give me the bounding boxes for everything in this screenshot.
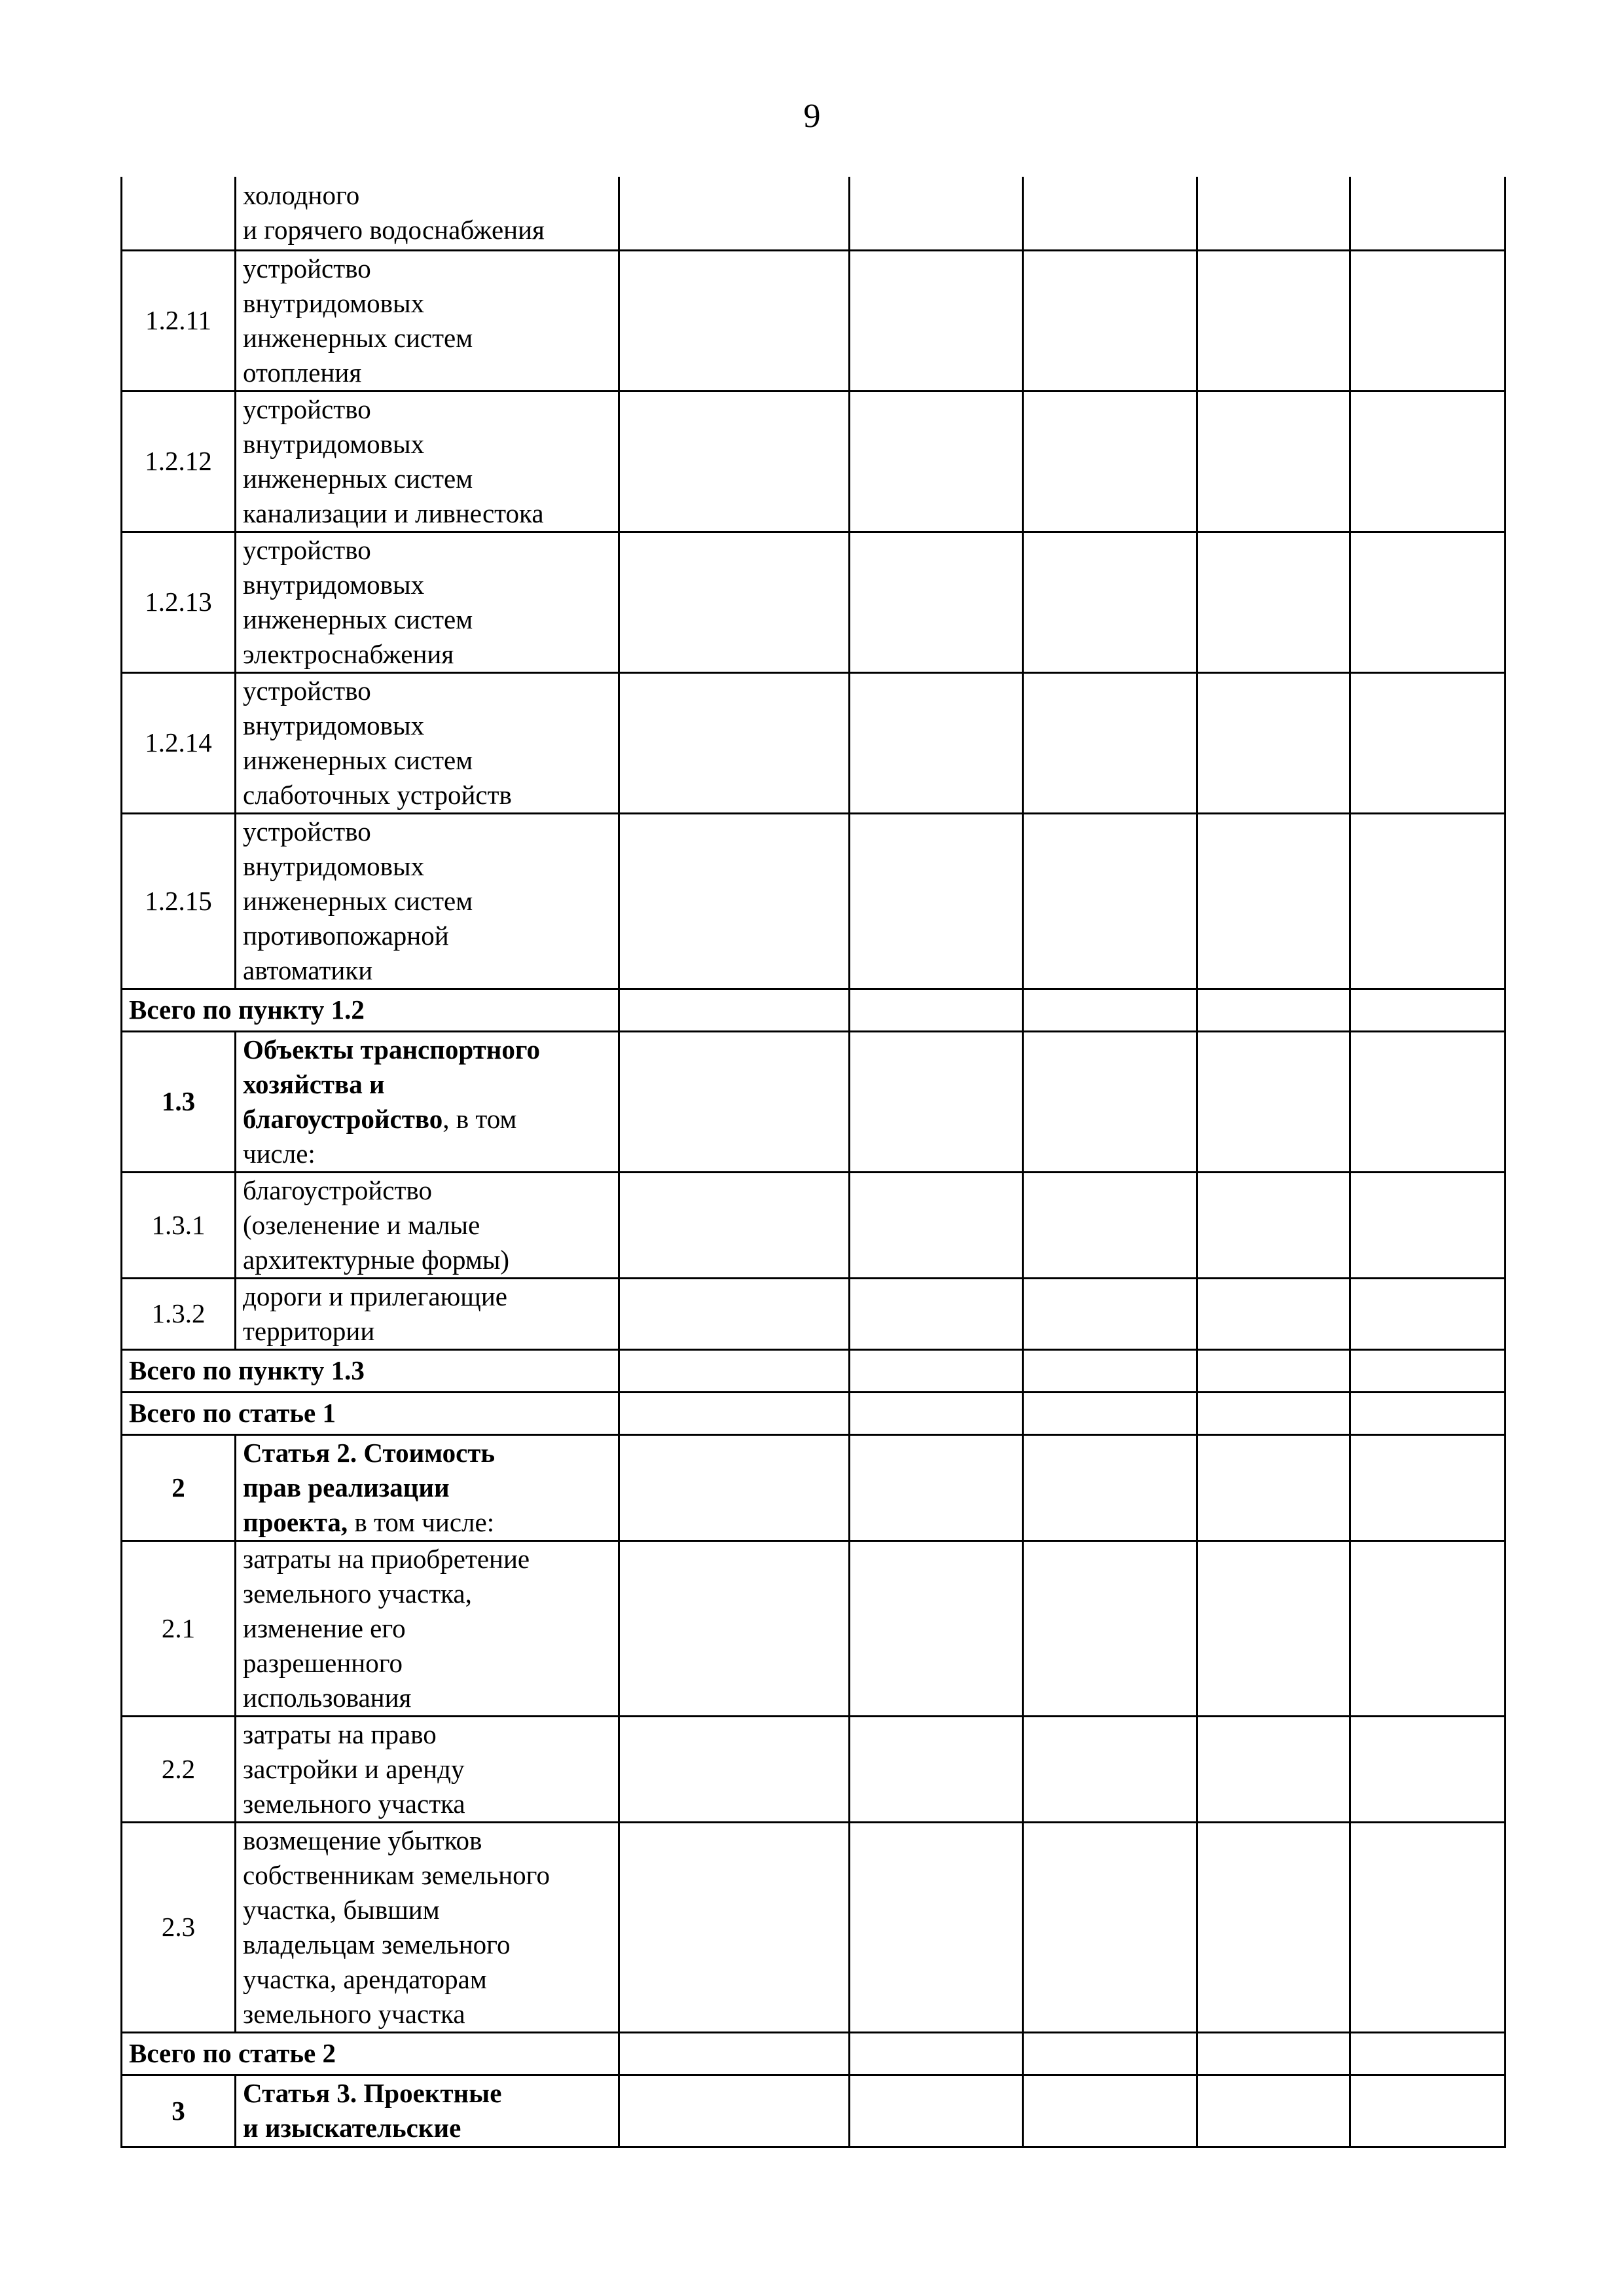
- value-cell: [1197, 1031, 1350, 1172]
- table-row: [122, 391, 1506, 532]
- item-name: [236, 1716, 619, 1822]
- value-cell: [1197, 1392, 1350, 1434]
- value-cell: [1023, 1349, 1197, 1392]
- item-name: [236, 813, 619, 989]
- table-row: [122, 1540, 1506, 1716]
- value-cell: [850, 1278, 1023, 1349]
- total-label: Всего по пункту 1.2: [122, 989, 619, 1031]
- value-cell: [1197, 1716, 1350, 1822]
- item-name-text: устройство внутридомовых инженерных систем отопления: [243, 253, 473, 388]
- value-cell: [1023, 177, 1197, 250]
- value-cell: [850, 2075, 1023, 2147]
- value-cell: [850, 1392, 1023, 1434]
- value-cell: [1197, 1278, 1350, 1349]
- value-cell: [850, 391, 1023, 532]
- value-cell: [1350, 1822, 1506, 2032]
- item-number: 1.3.1: [122, 1172, 236, 1278]
- value-cell: [850, 2032, 1023, 2075]
- item-name-bold: Статья 2. Стоимость прав реализации проекта,: [243, 1437, 496, 1537]
- value-cell: [850, 1434, 1023, 1540]
- item-number: 1.3: [122, 1031, 236, 1172]
- value-cell: [1197, 391, 1350, 532]
- table-row: [122, 2075, 1506, 2147]
- item-number: 1.3.2: [122, 1278, 236, 1349]
- item-name-text: затраты на приобретение земельного участка, изменение его разрешенного использования: [243, 1543, 530, 1713]
- item-name: [236, 1031, 619, 1172]
- table-row: [122, 1031, 1506, 1172]
- value-cell: [1023, 1278, 1197, 1349]
- total-row: [122, 1349, 1506, 1392]
- value-cell: [619, 1716, 850, 1822]
- item-number: 1.2.12: [122, 391, 236, 532]
- value-cell: [1197, 813, 1350, 989]
- value-cell: [850, 1822, 1023, 2032]
- table-row: [122, 1278, 1506, 1349]
- value-cell: [850, 177, 1023, 250]
- value-cell: [619, 2032, 850, 2075]
- value-cell: [1350, 1716, 1506, 1822]
- item-name-text: холодного и горячего водоснабжения: [243, 180, 545, 246]
- value-cell: [1197, 1822, 1350, 2032]
- value-cell: [850, 1716, 1023, 1822]
- value-cell: [1350, 1434, 1506, 1540]
- value-cell: [1350, 1540, 1506, 1716]
- value-cell: [1197, 2075, 1350, 2147]
- value-cell: [1350, 1172, 1506, 1278]
- budget-table: [120, 177, 1506, 2148]
- item-number: 2.2: [122, 1716, 236, 1822]
- value-cell: [1023, 250, 1197, 391]
- total-label: Всего по статье 2: [122, 2032, 619, 2075]
- value-cell: [1350, 1392, 1506, 1434]
- value-cell: [1350, 672, 1506, 813]
- item-name-text: затраты на право застройки и аренду земельного участка: [243, 1719, 465, 1819]
- item-number: [122, 177, 236, 250]
- item-name-text: благоустройство (озеленение и малые архитектурные формы): [243, 1175, 510, 1275]
- table-row: [122, 532, 1506, 672]
- item-name: [236, 1822, 619, 2032]
- item-name-text: устройство внутридомовых инженерных систем слаботочных устройств: [243, 675, 512, 810]
- table-row: [122, 177, 1506, 250]
- table-row: [122, 1434, 1506, 1540]
- item-name: [236, 2075, 619, 2147]
- item-name: [236, 250, 619, 391]
- value-cell: [1023, 1434, 1197, 1540]
- total-row: [122, 2032, 1506, 2075]
- value-cell: [1023, 1716, 1197, 1822]
- value-cell: [619, 672, 850, 813]
- value-cell: [850, 532, 1023, 672]
- value-cell: [850, 250, 1023, 391]
- value-cell: [1197, 2032, 1350, 2075]
- item-number: 1.2.11: [122, 250, 236, 391]
- value-cell: [619, 177, 850, 250]
- item-number: 2: [122, 1434, 236, 1540]
- value-cell: [1197, 532, 1350, 672]
- total-label: Всего по пункту 1.3: [122, 1349, 619, 1392]
- item-name-text: возмещение убытков собственникам земельного участка, бывшим владельцам земельного участка, арендаторам земельного участка: [243, 1825, 550, 2029]
- value-cell: [1023, 532, 1197, 672]
- value-cell: [1350, 177, 1506, 250]
- value-cell: [1350, 1031, 1506, 1172]
- value-cell: [619, 2075, 850, 2147]
- item-number: 3: [122, 2075, 236, 2147]
- item-name: [236, 1172, 619, 1278]
- item-name-text: , в том числе:: [243, 1103, 517, 1169]
- value-cell: [1023, 2032, 1197, 2075]
- table-row: [122, 1172, 1506, 1278]
- page-number: 9: [803, 98, 821, 135]
- value-cell: [1023, 813, 1197, 989]
- value-cell: [850, 1172, 1023, 1278]
- item-number: 2.1: [122, 1540, 236, 1716]
- item-name-text: устройство внутридомовых инженерных систем канализации и ливнестока: [243, 393, 544, 528]
- value-cell: [1197, 177, 1350, 250]
- table-row: [122, 1822, 1506, 2032]
- value-cell: [1350, 532, 1506, 672]
- item-name: [236, 177, 619, 250]
- item-name: [236, 1278, 619, 1349]
- value-cell: [1197, 1540, 1350, 1716]
- item-number: 1.2.14: [122, 672, 236, 813]
- value-cell: [1023, 2075, 1197, 2147]
- value-cell: [619, 1540, 850, 1716]
- value-cell: [850, 672, 1023, 813]
- value-cell: [1023, 672, 1197, 813]
- value-cell: [619, 1434, 850, 1540]
- value-cell: [1350, 2075, 1506, 2147]
- value-cell: [619, 989, 850, 1031]
- value-cell: [619, 1031, 850, 1172]
- value-cell: [1197, 989, 1350, 1031]
- table-row: [122, 813, 1506, 989]
- value-cell: [1023, 1822, 1197, 2032]
- value-cell: [850, 813, 1023, 989]
- total-label: Всего по статье 1: [122, 1392, 619, 1434]
- item-name: [236, 672, 619, 813]
- value-cell: [1023, 391, 1197, 532]
- total-row: [122, 1392, 1506, 1434]
- value-cell: [619, 1822, 850, 2032]
- value-cell: [1350, 1349, 1506, 1392]
- table-row: [122, 672, 1506, 813]
- value-cell: [1350, 391, 1506, 532]
- value-cell: [619, 250, 850, 391]
- value-cell: [850, 1540, 1023, 1716]
- value-cell: [619, 1392, 850, 1434]
- table-row: [122, 250, 1506, 391]
- value-cell: [1350, 250, 1506, 391]
- value-cell: [1197, 1172, 1350, 1278]
- value-cell: [1023, 1172, 1197, 1278]
- value-cell: [1350, 2032, 1506, 2075]
- value-cell: [1023, 1540, 1197, 1716]
- item-name-text: в том числе:: [348, 1506, 495, 1537]
- value-cell: [1197, 1434, 1350, 1540]
- item-name-text: устройство внутридомовых инженерных систем электроснабжения: [243, 534, 473, 669]
- value-cell: [1197, 672, 1350, 813]
- item-name-bold: Объекты транспортного хозяйства и благоустройство: [243, 1034, 541, 1134]
- value-cell: [1197, 1349, 1350, 1392]
- value-cell: [1023, 1392, 1197, 1434]
- value-cell: [1350, 813, 1506, 989]
- item-name: [236, 532, 619, 672]
- item-number: 1.2.13: [122, 532, 236, 672]
- item-number: 1.2.15: [122, 813, 236, 989]
- value-cell: [850, 1031, 1023, 1172]
- table-body: [122, 177, 1506, 2147]
- item-name: [236, 1540, 619, 1716]
- table-row: [122, 1716, 1506, 1822]
- value-cell: [1350, 1278, 1506, 1349]
- value-cell: [850, 989, 1023, 1031]
- value-cell: [1023, 1031, 1197, 1172]
- value-cell: [619, 532, 850, 672]
- item-name-bold: Статья 3. Проектные и изыскательские: [243, 2078, 502, 2143]
- value-cell: [619, 1172, 850, 1278]
- value-cell: [619, 813, 850, 989]
- total-row: [122, 989, 1506, 1031]
- value-cell: [1023, 989, 1197, 1031]
- value-cell: [619, 391, 850, 532]
- item-name: [236, 1434, 619, 1540]
- item-number: 2.3: [122, 1822, 236, 2032]
- value-cell: [850, 1349, 1023, 1392]
- item-name-text: дороги и прилегающие территории: [243, 1281, 507, 1346]
- value-cell: [619, 1349, 850, 1392]
- value-cell: [1197, 250, 1350, 391]
- value-cell: [619, 1278, 850, 1349]
- value-cell: [1350, 989, 1506, 1031]
- item-name: [236, 391, 619, 532]
- item-name-text: устройство внутридомовых инженерных систем противопожарной автоматики: [243, 816, 473, 985]
